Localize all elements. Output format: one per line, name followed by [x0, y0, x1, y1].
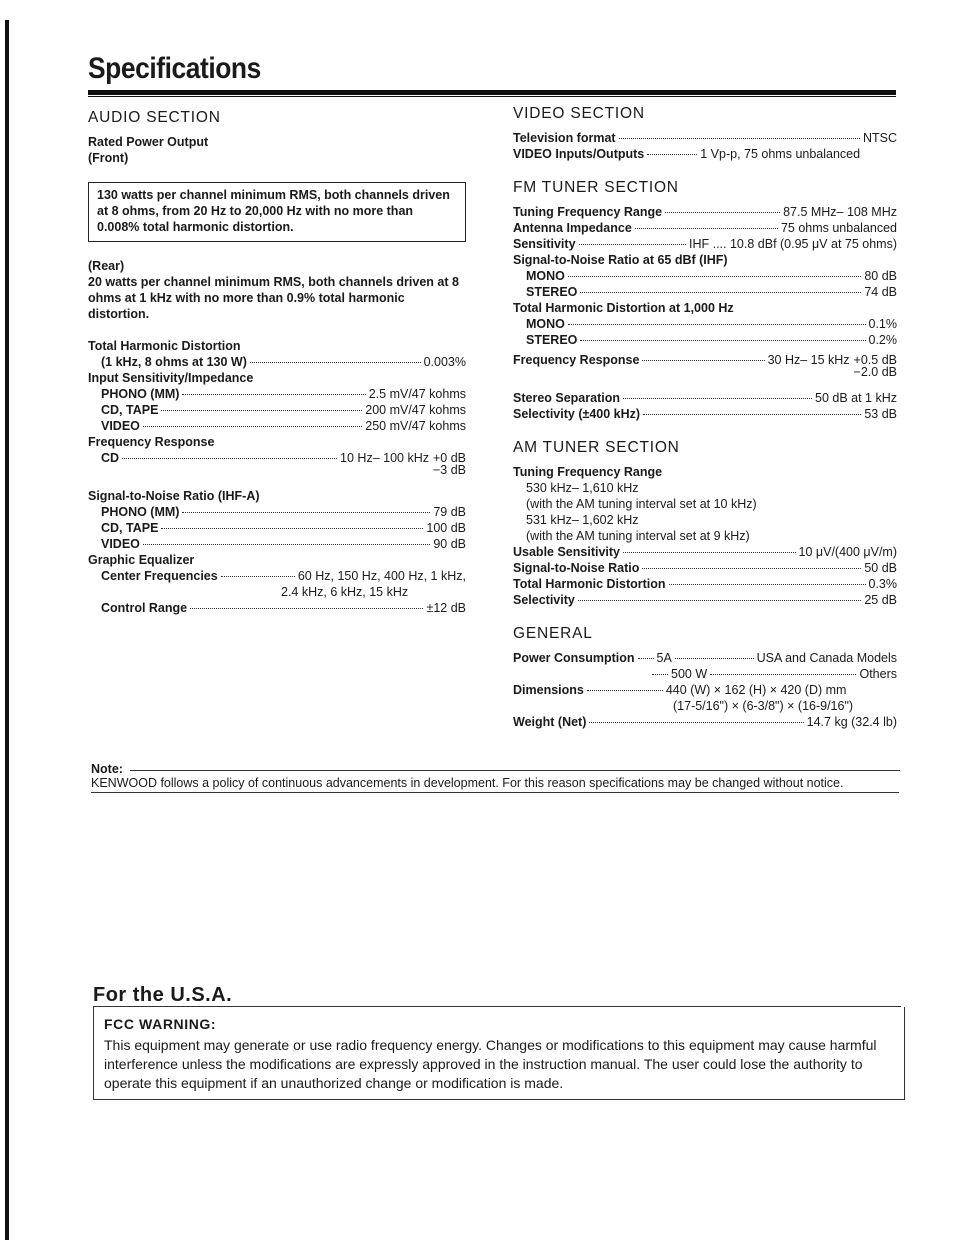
- power-value-2: 500 W: [671, 667, 708, 681]
- usa-title: For the U.S.A.: [93, 984, 233, 1006]
- fm-separation-value: 50 dB at 1 kHz: [815, 391, 897, 405]
- am-snr-label: Signal-to-Noise Ratio: [513, 561, 640, 575]
- fm-fr-label: Frequency Response: [513, 353, 640, 367]
- note-block: [91, 762, 899, 790]
- fm-heading: FM TUNER SECTION: [513, 179, 679, 196]
- control-range-value: ±12 dB: [426, 601, 466, 615]
- fm-stereo-row: [513, 284, 897, 300]
- thd-value: 0.003%: [423, 355, 466, 369]
- control-range-label: Control Range: [101, 601, 188, 615]
- cdtape-value: 200 mV/47 kohms: [365, 403, 466, 417]
- thd-label: Total Harmonic Distortion: [88, 339, 241, 353]
- rated-power-label: Rated Power Output: [88, 135, 209, 149]
- front-label: (Front): [88, 151, 129, 165]
- am-usable-label: Usable Sensitivity: [513, 545, 620, 559]
- fm-thd-label: Total Harmonic Distortion at 1,000 Hz: [513, 301, 734, 315]
- fm-fr-value: 30 Hz– 15 kHz: [767, 353, 850, 367]
- fm-stereo-value: 74 dB: [864, 285, 897, 299]
- snr-label: Signal-to-Noise Ratio (IHF-A): [88, 489, 260, 503]
- video-io-label: VIDEO Inputs/Outputs: [513, 147, 645, 161]
- tv-format-row: [513, 130, 897, 146]
- snr-cdtape-label: CD, TAPE: [101, 521, 159, 535]
- am-usable-value: 10 μV/(400 μV/m): [798, 545, 897, 559]
- video-heading: VIDEO SECTION: [513, 105, 645, 122]
- title-rule: [88, 90, 896, 95]
- phono-label: PHONO (MM): [101, 387, 180, 401]
- fm-antenna-row: [513, 220, 897, 236]
- am-selectivity-value: 25 dB: [864, 593, 897, 607]
- cd-minus: −3 dB: [432, 463, 466, 477]
- am-thd-value: 0.3%: [868, 577, 897, 591]
- fm-snr-label: Signal-to-Noise Ratio at 65 dBf (IHF): [513, 253, 728, 267]
- fm-thd-stereo-value: 0.2%: [868, 333, 897, 347]
- video-io-value: 1 Vp-p, 75 ohms unbalanced: [700, 147, 861, 161]
- snr-cdtape-value: 100 dB: [426, 521, 466, 535]
- fm-freq-response-row: [513, 352, 897, 378]
- am-snr-value: 50 dB: [864, 561, 897, 575]
- rear-spec-text: 20 watts per channel minimum RMS, both channels driven at 8 ohms at 1 kHz with no more than 0.9% total harmonic distortion.: [88, 275, 459, 321]
- center-freq-value: 60 Hz, 150 Hz, 400 Hz, 1 kHz,: [297, 569, 466, 583]
- fm-thd-mono-row: [513, 316, 897, 332]
- video-io-row: [513, 146, 897, 162]
- phono-row: [88, 386, 466, 402]
- am-heading: AM TUNER SECTION: [513, 439, 680, 456]
- video-row: [88, 418, 466, 434]
- fm-selectivity-value: 53 dB: [864, 407, 897, 421]
- fm-stereo-label: STEREO: [526, 285, 578, 299]
- fm-thd-mono-label: MONO: [526, 317, 565, 331]
- fm-sensitivity-label: Sensitivity: [513, 237, 576, 251]
- fm-thd-mono-value: 0.1%: [868, 317, 897, 331]
- center-freq-label: Center Frequencies: [101, 569, 218, 583]
- am-range-1: 530 kHz– 1,610 kHz: [526, 481, 639, 495]
- cd-value: 10 Hz– 100 kHz: [340, 451, 429, 465]
- fm-thd-stereo-row: [513, 332, 897, 348]
- fm-tfr-value: 87.5 MHz– 108 MHz: [783, 205, 897, 219]
- am-selectivity-label: Selectivity: [513, 593, 575, 607]
- snr-cdtape-row: [88, 520, 466, 536]
- note-bottom-rule: [91, 792, 899, 793]
- video-value: 250 mV/47 kohms: [365, 419, 466, 433]
- fm-mono-label: MONO: [526, 269, 565, 283]
- fm-antenna-label: Antenna Impedance: [513, 221, 632, 235]
- audio-section: [88, 110, 466, 616]
- am-selectivity-row: [513, 592, 897, 608]
- dimensions-value-inch: (17-5/16") × (6-3/8") × (16-9/16"): [673, 699, 854, 713]
- am-range-1-note: (with the AM tuning interval set at 10 kHz): [526, 497, 757, 511]
- fm-mono-value: 80 dB: [864, 269, 897, 283]
- fm-antenna-value: 75 ohms unbalanced: [780, 221, 897, 235]
- fm-fr-tolerance: [854, 354, 897, 378]
- front-spec-box: 130 watts per channel minimum RMS, both channels driven at 8 ohms, from 20 Hz to 20,000 Hz with no more than 0.008% total harmonic distortion.: [88, 182, 466, 242]
- note-text: KENWOOD follows a policy of continuous advancements in development. For this reason specifications may be changed without notice.: [91, 776, 844, 790]
- am-snr-row: [513, 560, 897, 576]
- cdtape-label: CD, TAPE: [101, 403, 159, 417]
- video-label: VIDEO: [101, 419, 140, 433]
- am-usable-row: [513, 544, 897, 560]
- weight-value: 14.7 kg (32.4 lb): [806, 715, 897, 729]
- thd-row: [88, 354, 466, 370]
- dimensions-row: [513, 682, 897, 698]
- cd-freq-row: [88, 450, 466, 476]
- weight-label: Weight (Net): [513, 715, 587, 729]
- right-column: [513, 106, 897, 730]
- center-freq-row: [88, 568, 466, 584]
- snr-phono-label: PHONO (MM): [101, 505, 180, 519]
- weight-row: [513, 714, 897, 730]
- dimensions-label: Dimensions: [513, 683, 584, 697]
- snr-video-value: 90 dB: [433, 537, 466, 551]
- freq-response-label: Frequency Response: [88, 435, 215, 449]
- fm-fr-minus: −2.0 dB: [853, 365, 897, 379]
- input-sensitivity-label: Input Sensitivity/Impedance: [88, 371, 254, 385]
- fcc-heading: FCC WARNING:: [104, 1016, 217, 1032]
- am-thd-label: Total Harmonic Distortion: [513, 577, 666, 591]
- am-range-2-note: (with the AM tuning interval set at 9 kHz): [526, 529, 750, 543]
- snr-phono-value: 79 dB: [433, 505, 466, 519]
- dimensions-value: 440 (W) × 162 (H) × 420 (D) mm: [665, 683, 847, 697]
- fm-tfr-label: Tuning Frequency Range: [513, 205, 663, 219]
- fm-selectivity-row: [513, 406, 897, 422]
- power-row-1: [513, 650, 897, 666]
- fm-mono-row: [513, 268, 897, 284]
- fm-tfr-row: [513, 204, 897, 220]
- rear-label: (Rear): [88, 259, 125, 273]
- snr-video-label: VIDEO: [101, 537, 140, 551]
- fcc-warning-box: [93, 1007, 905, 1100]
- center-freq-value-2: 2.4 kHz, 6 kHz, 15 kHz: [281, 585, 409, 599]
- power-models-2: Others: [859, 667, 897, 681]
- fm-fr-plus: +0.5 dB: [853, 353, 897, 367]
- am-range-2: 531 kHz– 1,602 kHz: [526, 513, 639, 527]
- fm-selectivity-label: Selectivity (±400 kHz): [513, 407, 641, 421]
- am-thd-row: [513, 576, 897, 592]
- power-models-1: USA and Canada Models: [756, 651, 897, 665]
- fm-thd-stereo-label: STEREO: [526, 333, 578, 347]
- cd-plus: +0 dB: [432, 451, 466, 465]
- thd-sub-label: (1 kHz, 8 ohms at 130 W): [101, 355, 247, 369]
- snr-video-row: [88, 536, 466, 552]
- control-range-row: [88, 600, 466, 616]
- tv-format-value: NTSC: [862, 131, 897, 145]
- cd-tolerance: [433, 452, 466, 476]
- fm-sensitivity-value: IHF .... 10.8 dBf (0.95 μV at 75 ohms): [689, 237, 897, 251]
- audio-heading: AUDIO SECTION: [88, 109, 221, 126]
- note-label: Note:: [91, 762, 123, 776]
- title-rule-thin: [88, 96, 896, 97]
- page-binding-bar: [5, 20, 9, 1240]
- tv-format-label: Television format: [513, 131, 616, 145]
- cd-label: CD: [101, 451, 120, 465]
- fm-separation-label: Stereo Separation: [513, 391, 620, 405]
- phono-value: 2.5 mV/47 kohms: [368, 387, 466, 401]
- fcc-text: This equipment may generate or use radio frequency energy. Changes or modifications to this equipment may cause harmful interference unless the modifications are expressly approved in the instruction manual. The user could lose the authority to operate this equipment if an unauthorized change or modification is made.: [104, 1037, 877, 1091]
- page-title: Specifications: [88, 52, 261, 85]
- am-tfr-label: Tuning Frequency Range: [513, 465, 663, 479]
- cdtape-row: [88, 402, 466, 418]
- power-row-2: [513, 666, 897, 682]
- fm-sensitivity-row: [513, 236, 897, 252]
- general-heading: GENERAL: [513, 625, 593, 642]
- fm-separation-row: [513, 390, 897, 406]
- power-value-1: 5A: [656, 651, 672, 665]
- power-label: Power Consumption: [513, 651, 635, 665]
- geq-label: Graphic Equalizer: [88, 553, 195, 567]
- snr-phono-row: [88, 504, 466, 520]
